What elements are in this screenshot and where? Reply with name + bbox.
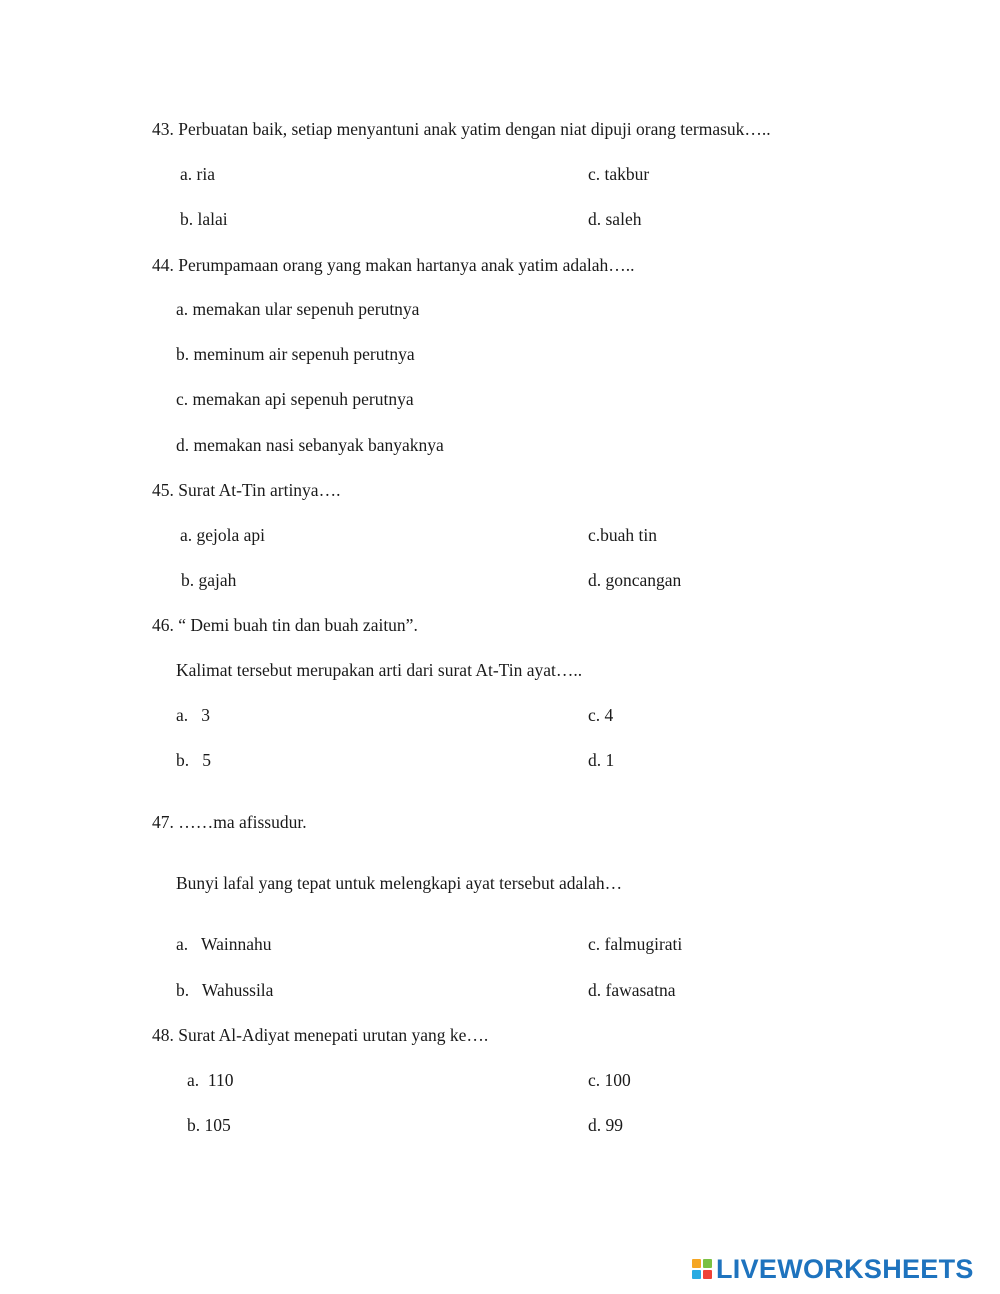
q46-subtext: Kalimat tersebut merupakan arti dari surat At-Tin ayat….. — [176, 660, 583, 680]
q44-option-a: a. memakan ular sepenuh perutnya — [176, 299, 420, 319]
q48-option-a: a. 110 — [187, 1070, 234, 1090]
logo-block-1 — [692, 1259, 701, 1268]
q47-option-d: d. fawasatna — [588, 980, 676, 1000]
question-46: 46. “ Demi buah tin dan buah zaitun”. — [152, 615, 418, 635]
q44-option-c: c. memakan api sepenuh perutnya — [176, 389, 414, 409]
question-44: 44. Perumpamaan orang yang makan hartanya anak yatim adalah….. — [152, 255, 635, 275]
q43-option-b: b. lalai — [180, 209, 228, 229]
q46-option-a: a. 3 — [176, 705, 211, 725]
q46-option-c: c. 4 — [588, 705, 614, 725]
q47-option-b: b. Wahussila — [176, 980, 274, 1000]
q48-option-c: c. 100 — [588, 1070, 631, 1090]
q44-option-d: d. memakan nasi sebanyak banyaknya — [176, 435, 444, 455]
q45-option-a: a. gejola api — [180, 525, 266, 545]
question-45: 45. Surat At-Tin artinya…. — [152, 480, 341, 500]
logo-block-4 — [703, 1270, 712, 1279]
question-47: 47. ……ma afissudur. — [152, 812, 307, 832]
q48-option-d: d. 99 — [588, 1115, 623, 1135]
q45-option-b: b. gajah — [181, 570, 237, 590]
q43-option-d: d. saleh — [588, 209, 642, 229]
question-48: 48. Surat Al-Adiyat menepati urutan yang ke…. — [152, 1025, 489, 1045]
q44-option-b: b. meminum air sepenuh perutnya — [176, 344, 415, 364]
q46-option-b: b. 5 — [176, 750, 211, 770]
question-43: 43. Perbuatan baik, setiap menyantuni anak yatim dengan niat dipuji orang termasuk….. — [152, 119, 771, 139]
q46-option-d: d. 1 — [588, 750, 615, 770]
q48-option-b: b. 105 — [187, 1115, 231, 1135]
q47-subtext: Bunyi lafal yang tepat untuk melengkapi ayat tersebut adalah… — [176, 873, 623, 893]
liveworksheets-logo — [692, 1254, 974, 1284]
logo-block-2 — [703, 1259, 712, 1268]
q47-option-c: c. falmugirati — [588, 934, 683, 954]
q45-option-c: c.buah tin — [588, 525, 658, 545]
q43-option-a: a. ria — [180, 164, 215, 184]
q43-option-c: c. takbur — [588, 164, 650, 184]
q45-option-d: d. goncangan — [588, 570, 682, 590]
q47-option-a: a. Wainnahu — [176, 934, 272, 954]
logo-block-3 — [692, 1270, 701, 1279]
logo-text: LIVEWORKSHEETS — [716, 1254, 974, 1284]
liveworksheets-logo-icon — [692, 1259, 712, 1279]
